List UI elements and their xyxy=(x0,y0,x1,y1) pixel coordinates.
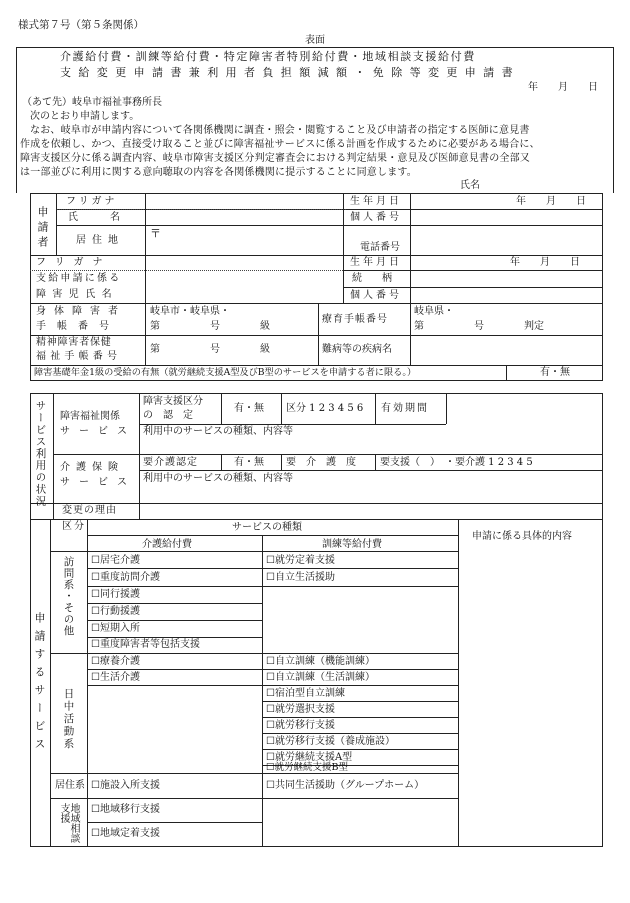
kubun-cert-label-1: 障害支援区分 xyxy=(143,396,203,407)
child-relation-label: 続 柄 xyxy=(352,273,392,284)
postal-mark: 〒 xyxy=(150,227,161,240)
day-kaigo-item[interactable]: ☐生活介護 xyxy=(91,672,140,683)
community-item[interactable]: ☐地域定着支援 xyxy=(91,828,160,839)
home-kaigo-item[interactable]: ☐重度障害者等包括支援 xyxy=(91,639,200,650)
disease-field[interactable] xyxy=(411,336,602,364)
applicant-section-label: 申請者 xyxy=(36,206,49,251)
applicant-furigana-field[interactable] xyxy=(146,194,342,208)
mental-handbook-label-1: 精神障害者保健 xyxy=(36,337,112,348)
ryoiku-handbook-issuer[interactable]: 岐阜県・ xyxy=(414,306,454,317)
mental-handbook-number[interactable]: 第 号 級 xyxy=(150,344,270,355)
child-name-field[interactable] xyxy=(146,271,342,302)
applicant-name-label: 氏 名 xyxy=(68,212,124,223)
change-reason-label: 変更の理由 xyxy=(62,505,117,516)
physical-handbook-label-1: 身体障害者 xyxy=(36,306,126,317)
applicant-address-label: 居住地 xyxy=(76,235,124,246)
day-kunren-item[interactable]: ☐就労継続支援B型 xyxy=(266,762,348,773)
ryoiku-handbook-number[interactable]: 第 号 判定 xyxy=(414,321,544,332)
kubun-level-select[interactable]: 区分 1 2 3 4 5 6 xyxy=(286,403,364,414)
home-kaigo-item[interactable]: ☐居宅介護 xyxy=(91,555,140,566)
welfare-service-label-2: サービス xyxy=(60,426,136,437)
consent-text-4: は一部並びに利用に関する意向聴取の内容を各関係機関に提示することに同意します。 xyxy=(20,167,417,178)
mental-handbook-label-2: 福祉手帳番号 xyxy=(36,351,122,362)
col-kubun-header: 区分 xyxy=(62,521,86,532)
care-in-use-label: 利用中のサービスの種類、内容等 xyxy=(143,473,293,484)
applicant-birth-value[interactable]: 年 月 日 xyxy=(516,196,586,207)
child-furigana-label: フリガナ xyxy=(36,257,112,268)
care-in-use-field[interactable] xyxy=(140,486,602,502)
request-detail-field[interactable] xyxy=(459,552,602,846)
physical-handbook-label-2: 手帳番号 xyxy=(36,321,120,332)
residential-kaigo-item[interactable]: ☐施設入所支援 xyxy=(91,780,160,791)
home-kaigo-item[interactable]: ☐同行援護 xyxy=(91,589,140,600)
home-kaigo-item[interactable]: ☐重度訪問介護 xyxy=(91,572,160,583)
home-kaigo-item[interactable]: ☐短期入所 xyxy=(91,623,140,634)
ryoiku-handbook-label: 療育手帳番号 xyxy=(322,314,388,325)
care-insurance-label-1: 介護保険 xyxy=(60,462,124,473)
care-level-select[interactable]: 要支援（ ） ・要介護 1 2 3 4 5 xyxy=(380,457,533,468)
col-kaigo-header: 介護給付費 xyxy=(142,539,192,550)
usage-section-label: サービス利用の状況 xyxy=(34,400,47,508)
consent-text-1: なお、岐阜市が申請内容について各関係機関に調査・照会・閲覧すること及び申請者の指定する医師に意見書 xyxy=(30,125,530,136)
request-section-label: 申請するサービス xyxy=(33,612,46,756)
welfare-in-use-field[interactable] xyxy=(140,438,602,453)
home-kunren-item[interactable]: ☐就労定着支援 xyxy=(266,555,335,566)
day-kunren-item[interactable]: ☐就労移行支援 xyxy=(266,720,335,731)
day-group-label: 日中活動系 xyxy=(62,688,75,751)
day-kunren-item[interactable]: ☐就労移行支援（養成施設） xyxy=(266,736,395,747)
community-item[interactable]: ☐地域移行支援 xyxy=(91,804,160,815)
home-group-label: 訪問系・その他 xyxy=(62,556,75,637)
consent-text-2: 作成を依頼し、かつ、直接受け取ること並びに障害福祉サービスに係る計画を作成するために必要がある場合に、 xyxy=(20,139,540,150)
application-date[interactable]: 年 月 日 xyxy=(528,82,598,93)
page-side-label: 表面 xyxy=(305,35,325,46)
child-birth-value[interactable]: 年 月 日 xyxy=(510,257,580,268)
care-insurance-label-2: サービス xyxy=(60,477,136,488)
col-service-type-header: サービスの種類 xyxy=(232,522,302,533)
validity-period-field[interactable] xyxy=(447,394,602,423)
child-id-label: 個人番号 xyxy=(350,290,402,301)
applicant-id-field[interactable] xyxy=(411,210,602,224)
applicant-name-field[interactable] xyxy=(146,210,342,224)
applicant-furigana-label: フリガナ xyxy=(66,196,118,207)
child-name-label-1: 支給申請に係る xyxy=(36,273,122,284)
home-kaigo-item[interactable]: ☐行動援護 xyxy=(91,606,140,617)
applicant-birth-label: 生年月日 xyxy=(350,196,402,207)
form-title-line1: 介護給付費・訓練等給付費・特定障害者特別給付費・地域相談支援給付費 xyxy=(60,50,476,63)
child-id-field[interactable] xyxy=(411,288,602,302)
phone-label: 電話番号 xyxy=(360,242,400,253)
change-reason-field[interactable] xyxy=(140,504,602,519)
pension-answer[interactable]: 有・無 xyxy=(540,367,570,378)
physical-handbook-issuer[interactable]: 岐阜市・岐阜県・ xyxy=(150,306,230,317)
child-name-label-2: 障害児氏名 xyxy=(36,289,118,300)
day-kunren-item[interactable]: ☐就労選択支援 xyxy=(266,704,335,715)
addressee: （あて先）岐阜市福祉事務所長 xyxy=(22,97,162,108)
care-level-label: 要 介 護 度 xyxy=(286,457,356,468)
day-kunren-item[interactable]: ☐自立訓練（生活訓練） xyxy=(266,672,375,683)
day-kunren-item[interactable]: ☐就労継続支援A型 xyxy=(266,752,353,763)
care-cert-answer[interactable]: 有・無 xyxy=(234,457,264,468)
day-kunren-item[interactable]: ☐宿泊型自立訓練 xyxy=(266,688,345,699)
child-furigana-field[interactable] xyxy=(146,256,342,270)
welfare-in-use-label: 利用中のサービスの種類、内容等 xyxy=(143,426,293,437)
kubun-cert-label-2: の 認 定 xyxy=(143,410,193,421)
kubun-cert-answer[interactable]: 有・無 xyxy=(234,403,264,414)
form-number: 様式第７号（第５条関係） xyxy=(18,19,144,31)
day-kaigo-item[interactable]: ☐療養介護 xyxy=(91,656,140,667)
form-title-line2: 支給変更申請書兼利用者負担額減額・免除等変更申請書 xyxy=(60,66,520,79)
consent-text-3: 障害支援区分に係る調査内容、岐阜市障害支援区分判定審査会における判定結果・意見及び医師意見書の全部又 xyxy=(20,153,530,164)
applicant-id-label: 個人番号 xyxy=(350,212,402,223)
home-kunren-item[interactable]: ☐自立生活援助 xyxy=(266,572,335,583)
child-relation-field[interactable] xyxy=(411,271,602,286)
validity-period-label: 有効期間 xyxy=(381,403,429,414)
physical-handbook-number[interactable]: 第 号 級 xyxy=(150,321,270,332)
care-cert-label: 要介護認定 xyxy=(143,457,198,468)
col-kunren-header: 訓練等給付費 xyxy=(322,539,382,550)
residential-kunren-item[interactable]: ☐共同生活援助（グループホーム） xyxy=(266,780,425,791)
child-birth-label: 生年月日 xyxy=(350,257,402,268)
signature-name-label: 氏名 xyxy=(460,180,480,191)
applicant-address-field[interactable] xyxy=(160,226,600,254)
disease-label: 難病等の疾病名 xyxy=(322,344,392,355)
residential-group-label: 居住系 xyxy=(55,780,85,791)
intro-text: 次のとおり申請します。 xyxy=(30,111,140,122)
welfare-service-label-1: 障害福祉関係 xyxy=(60,411,120,422)
day-kunren-item[interactable]: ☐自立訓練（機能訓練） xyxy=(266,656,375,667)
pension-question: 障害基礎年金1級の受給の有無（就労継続支援A型及びB型のサービスを申請する者に限る。） xyxy=(34,367,417,378)
community-group-label: 地域相談支援 xyxy=(58,803,79,843)
col-detail-header: 申請に係る具体的内容 xyxy=(472,531,572,542)
